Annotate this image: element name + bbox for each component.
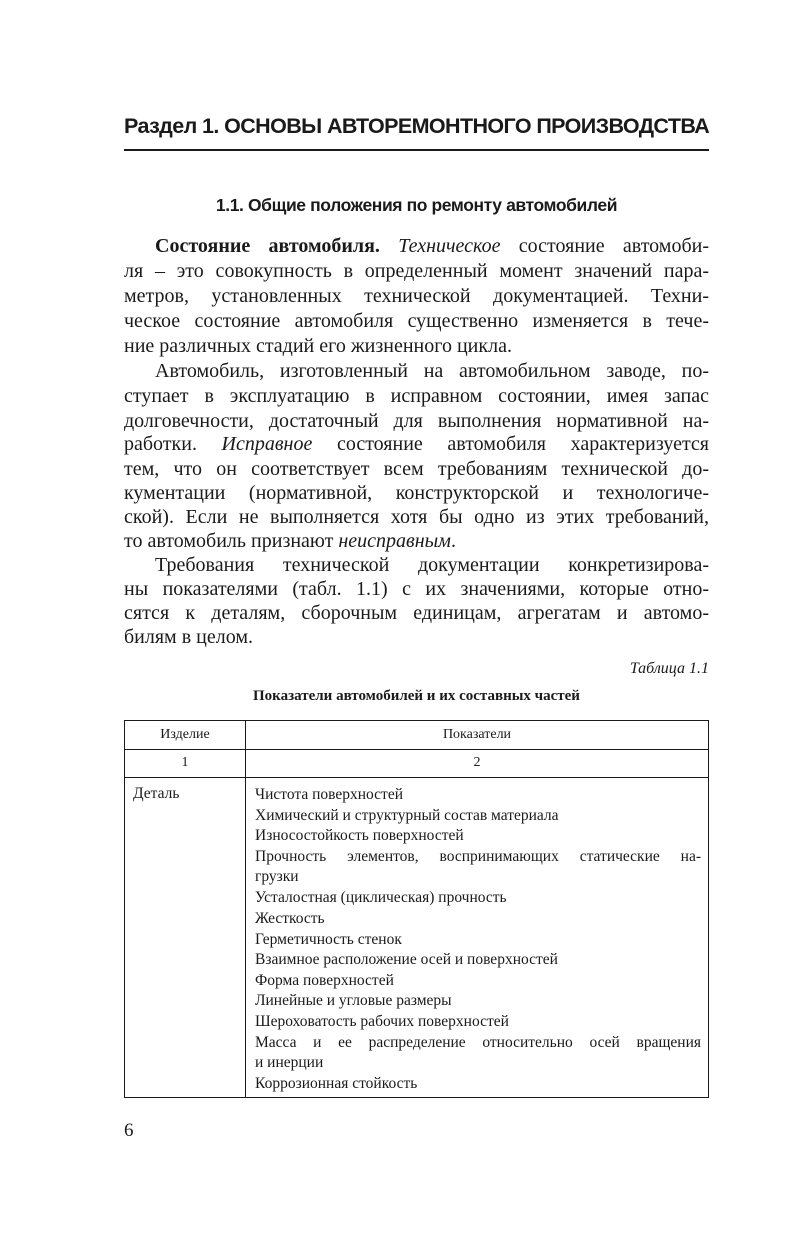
table-column-number-2: 2 — [473, 755, 481, 770]
paragraph2-line4-start: работки. — [124, 433, 197, 455]
paragraph1-line3: метров, установленных технической документацией. Техни- — [124, 285, 709, 307]
paragraph2-line8-start: то автомобиль признают — [124, 530, 334, 552]
table-indicator-line: Взаимное расположение осей и поверхностей — [255, 951, 558, 968]
paragraph2-line5: тем, что он соответствует всем требованиям технической до- — [124, 458, 709, 480]
section-title: Раздел 1. ОСНОВЫ АВТОРЕМОНТНОГО ПРОИЗВОДСТВА — [124, 114, 710, 138]
paragraph2-line7: ской). Если не выполняется хотя бы одно из этих требований, — [124, 506, 709, 528]
indicators-table — [124, 720, 709, 1098]
table-indicator-line: Чистота поверхностей — [255, 786, 403, 803]
table-row-item: Деталь — [133, 785, 180, 802]
paragraph1-line2: ля – это совокупность в определенный момент значений пара- — [124, 260, 709, 282]
page-number: 6 — [124, 1120, 134, 1141]
paragraph2-line4 — [124, 431, 709, 457]
paragraph3-line2: ны показателями (табл. 1.1) с их значениями, которые отно- — [124, 578, 709, 600]
paragraph1-line5: ние различных стадий его жизненного цикла. — [124, 335, 512, 357]
paragraph3-line1: Требования технической документации конкретизирова- — [155, 554, 709, 576]
paragraph1-line1 — [155, 233, 709, 259]
table-indicator-line: и инерции — [255, 1054, 324, 1071]
title-rule — [124, 149, 709, 151]
paragraph2-line4-italic: Исправное — [221, 433, 313, 455]
paragraph1-line4: ческое состояние автомобиля существенно изменяется в тече- — [124, 310, 709, 332]
table-indicator-line: Линейные и угловые размеры — [255, 992, 452, 1009]
paragraph2-line8-italic: неисправным — [338, 530, 451, 552]
paragraph3-line3: сятся к деталям, сборочным единицам, агрегатам и автомо- — [124, 602, 709, 624]
paragraph1-lead-italic: Техническое — [398, 235, 501, 257]
paragraph2-line3: долговечности, достаточный для выполнения нормативной на- — [124, 410, 709, 432]
table-indicator-line: Коррозионная стойкость — [255, 1075, 418, 1092]
table-caption: Показатели автомобилей и их составных частей — [253, 688, 580, 704]
paragraph2-line1: Автомобиль, изготовленный на автомобильном заводе, по- — [155, 360, 709, 382]
table-indicator-line: Масса и ее распределение относительно осей вращения — [255, 1034, 701, 1051]
table-indicator-line: Шероховатость рабочих поверхностей — [255, 1013, 509, 1030]
paragraph2-line4-rest: состояние автомобиля характеризуется — [336, 433, 710, 455]
table-indicator-line: Прочность элементов, воспринимающих статические на- — [255, 848, 701, 865]
table-indicator-line: Герметичность стенок — [255, 931, 402, 948]
paragraph3-line4: билям в целом. — [124, 626, 253, 648]
paragraph2-line2: ступает в эксплуатацию в исправном состоянии, имея запас — [124, 385, 709, 407]
table-indicator-line: Износостойкость поверхностей — [255, 827, 464, 844]
paragraph2-line6: кументации (нормативной, конструкторской и технологиче- — [124, 482, 709, 504]
table-indicator-line: Усталостная (циклическая) прочность — [255, 889, 507, 906]
paragraph1-lead-bold: Состояние автомобиля. — [155, 235, 380, 257]
paragraph1-line1-rest: состояние автомоби- — [518, 235, 709, 257]
subsection-title: 1.1. Общие положения по ремонту автомобилей — [215, 195, 618, 215]
table-indicator-line: Химический и структурный состав материала — [255, 807, 559, 824]
table-indicator-line: Форма поверхностей — [255, 972, 394, 989]
table-numbers-divider — [125, 777, 708, 778]
table-header-item: Изделие — [160, 727, 210, 742]
table-indicator-line: грузки — [255, 868, 299, 885]
table-header-indicators: Показатели — [442, 727, 512, 742]
paragraph2-line8 — [124, 528, 709, 554]
table-label: Таблица 1.1 — [629, 660, 709, 677]
table-column-number-1: 1 — [181, 755, 189, 770]
table-indicator-line: Жесткость — [255, 910, 325, 927]
paragraph2-line8-end: . — [450, 530, 456, 552]
